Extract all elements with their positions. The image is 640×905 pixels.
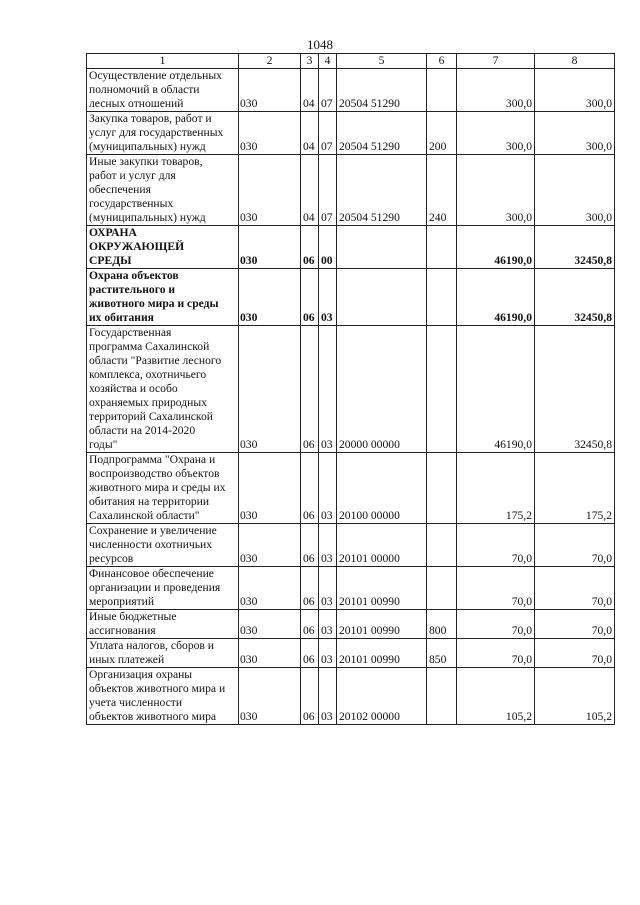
row-col-8: 70,0	[535, 639, 615, 668]
row-col-7: 70,0	[457, 610, 535, 639]
row-name	[87, 668, 239, 725]
row-col-4: 03	[319, 610, 337, 639]
row-col-6	[427, 326, 457, 453]
table-row	[87, 453, 615, 524]
row-col-4: 03	[319, 269, 337, 326]
row-col-5: 20101 00990	[337, 639, 427, 668]
table-row	[87, 226, 615, 269]
row-col-7: 300,0	[457, 155, 535, 226]
row-col-3: 06	[301, 567, 319, 610]
row-col-7: 300,0	[457, 112, 535, 155]
row-col-6: 850	[427, 639, 457, 668]
row-name-label: Охрана объектов растительного и животного мира и среды их обитания	[89, 269, 219, 324]
page-number: 1048	[307, 37, 333, 52]
row-col-3: 04	[301, 69, 319, 112]
row-name	[87, 524, 239, 567]
row-name-label: Закупка товаров, работ и услуг для государственных (муниципальных) нужд	[89, 112, 224, 153]
row-col-2: 030	[239, 112, 301, 155]
row-col-3: 06	[301, 524, 319, 567]
row-col-8: 175,2	[535, 453, 615, 524]
row-name	[87, 639, 239, 668]
row-col-7: 70,0	[457, 567, 535, 610]
table-row	[87, 610, 615, 639]
row-col-4: 07	[319, 112, 337, 155]
row-col-6	[427, 69, 457, 112]
row-col-6: 240	[427, 155, 457, 226]
row-col-8: 70,0	[535, 567, 615, 610]
row-col-5: 20504 51290	[337, 69, 427, 112]
row-col-5: 20101 00990	[337, 610, 427, 639]
row-name-label: Сохранение и увеличение численности охотничьих ресурсов	[89, 524, 217, 565]
row-name	[87, 112, 239, 155]
row-name	[87, 610, 239, 639]
row-col-7: 70,0	[457, 524, 535, 567]
table-row	[87, 567, 615, 610]
row-col-6	[427, 269, 457, 326]
row-col-4: 03	[319, 326, 337, 453]
row-col-4: 03	[319, 524, 337, 567]
row-col-2: 030	[239, 567, 301, 610]
header-col-5: 5	[337, 54, 427, 69]
row-col-8: 70,0	[535, 610, 615, 639]
row-col-3: 06	[301, 453, 319, 524]
row-col-7: 46190,0	[457, 326, 535, 453]
row-col-2: 030	[239, 226, 301, 269]
row-name-label: ОХРАНА ОКРУЖАЮЩЕЙ СРЕДЫ	[89, 226, 185, 267]
row-col-4: 03	[319, 453, 337, 524]
row-col-7: 175,2	[457, 453, 535, 524]
budget-table	[86, 53, 615, 725]
header-col-1: 1	[87, 54, 239, 69]
row-col-6	[427, 524, 457, 567]
table-row	[87, 524, 615, 567]
row-col-5: 20101 00000	[337, 524, 427, 567]
row-col-2: 030	[239, 639, 301, 668]
row-name	[87, 269, 239, 326]
row-name-label: Подпрограмма "Охрана и воспроизводство объектов животного мира и среды их обитания на территории Сахалинской области"	[89, 453, 226, 522]
row-col-2: 030	[239, 610, 301, 639]
row-col-6	[427, 453, 457, 524]
header-col-8: 8	[535, 54, 615, 69]
row-col-2: 030	[239, 269, 301, 326]
row-col-5: 20504 51290	[337, 112, 427, 155]
row-col-5	[337, 269, 427, 326]
row-col-5: 20101 00990	[337, 567, 427, 610]
row-col-6: 200	[427, 112, 457, 155]
row-name-label: Организация охраны объектов животного мира и учета численности объектов животного мира	[89, 668, 226, 723]
row-col-3: 06	[301, 610, 319, 639]
row-name-label: Государственная программа Сахалинской области "Развитие лесного комплекса, охотничьего хозяйства и особо охраняемых природных территорий Сахалинской области на 2014-2020 годы"	[89, 326, 222, 451]
table-row	[87, 69, 615, 112]
row-col-7: 300,0	[457, 69, 535, 112]
row-name	[87, 226, 239, 269]
row-col-3: 06	[301, 326, 319, 453]
row-col-2: 030	[239, 453, 301, 524]
row-name-label: Осуществление отдельных полномочий в области лесных отношений	[89, 69, 222, 110]
row-col-3: 04	[301, 112, 319, 155]
row-col-5: 20102 00000	[337, 668, 427, 725]
row-col-8: 300,0	[535, 112, 615, 155]
row-name	[87, 453, 239, 524]
table-row	[87, 112, 615, 155]
row-col-4: 03	[319, 668, 337, 725]
table-row	[87, 639, 615, 668]
row-col-5: 20504 51290	[337, 155, 427, 226]
row-col-8: 32450,8	[535, 269, 615, 326]
row-col-5: 20000 00000	[337, 326, 427, 453]
table-row	[87, 326, 615, 453]
row-col-4: 07	[319, 155, 337, 226]
row-col-8: 32450,8	[535, 226, 615, 269]
row-col-2: 030	[239, 155, 301, 226]
row-col-8: 300,0	[535, 69, 615, 112]
row-col-3: 06	[301, 639, 319, 668]
row-col-2: 030	[239, 69, 301, 112]
row-name	[87, 567, 239, 610]
header-col-7: 7	[457, 54, 535, 69]
table-row	[87, 155, 615, 226]
row-name	[87, 155, 239, 226]
row-col-2: 030	[239, 326, 301, 453]
row-col-6	[427, 668, 457, 725]
row-name-label: Финансовое обеспечение организации и проведения мероприятий	[89, 567, 221, 608]
row-col-3: 04	[301, 155, 319, 226]
row-col-4: 07	[319, 69, 337, 112]
row-col-8: 32450,8	[535, 326, 615, 453]
row-name-label: Иные бюджетные ассигнования	[89, 610, 177, 637]
row-col-2: 030	[239, 524, 301, 567]
row-col-4: 00	[319, 226, 337, 269]
row-col-5: 20100 00000	[337, 453, 427, 524]
row-col-2: 030	[239, 668, 301, 725]
header-col-4: 4	[319, 54, 337, 69]
row-col-6: 800	[427, 610, 457, 639]
row-col-4: 03	[319, 567, 337, 610]
table-row	[87, 269, 615, 326]
row-col-7: 70,0	[457, 639, 535, 668]
header-col-2: 2	[239, 54, 301, 69]
row-name	[87, 69, 239, 112]
row-col-8: 70,0	[535, 524, 615, 567]
row-col-3: 06	[301, 668, 319, 725]
row-col-8: 300,0	[535, 155, 615, 226]
row-name-label: Иные закупки товаров, работ и услуг для обеспечения государственных (муниципальных) нужд	[89, 155, 206, 224]
header-col-6: 6	[427, 54, 457, 69]
row-col-4: 03	[319, 639, 337, 668]
row-col-7: 105,2	[457, 668, 535, 725]
header-col-3: 3	[301, 54, 319, 69]
row-col-3: 06	[301, 269, 319, 326]
row-col-7: 46190,0	[457, 269, 535, 326]
row-col-7: 46190,0	[457, 226, 535, 269]
row-col-6	[427, 226, 457, 269]
table-row	[87, 668, 615, 725]
row-col-3: 06	[301, 226, 319, 269]
row-col-6	[427, 567, 457, 610]
row-name	[87, 326, 239, 453]
row-name-label: Уплата налогов, сборов и иных платежей	[89, 639, 215, 666]
row-col-8: 105,2	[535, 668, 615, 725]
row-col-5	[337, 226, 427, 269]
table-header-row	[87, 54, 615, 69]
